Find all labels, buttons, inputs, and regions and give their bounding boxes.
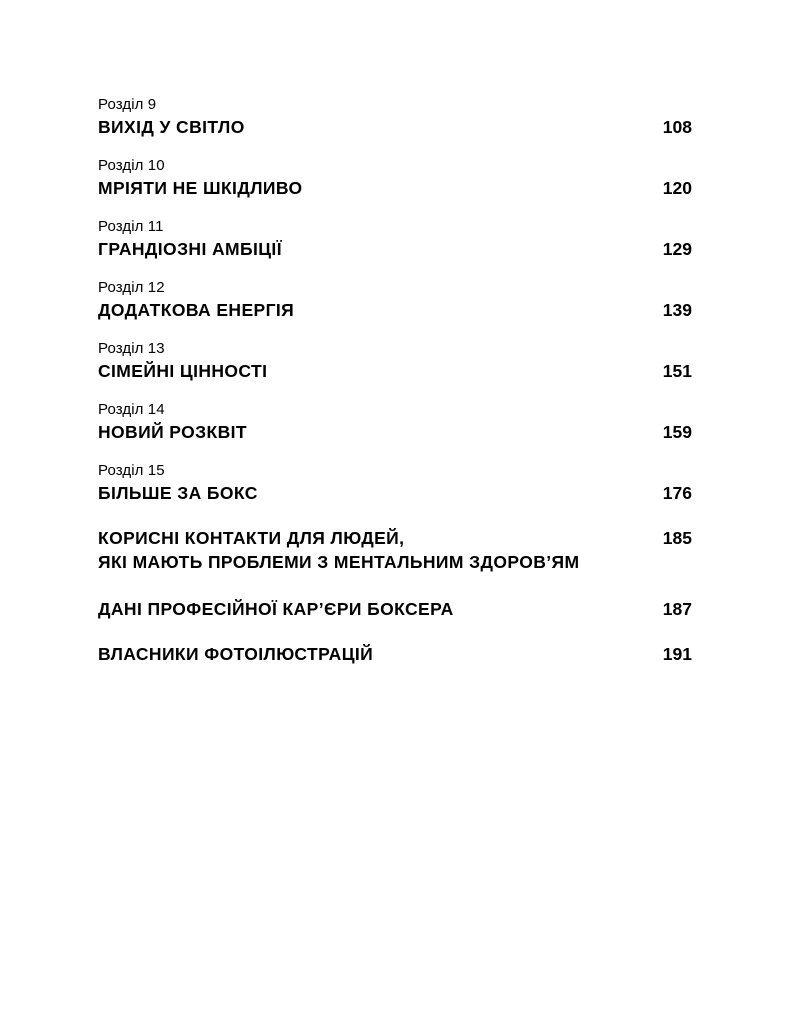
chapter-title: МРІЯТИ НЕ ШКІДЛИВО <box>98 178 303 198</box>
chapter-label: Розділ 12 <box>98 279 165 296</box>
page-number: 120 <box>662 178 692 198</box>
toc-entry-chapter-9[interactable] <box>98 96 692 157</box>
chapter-row <box>98 237 692 261</box>
page-number: 191 <box>662 644 692 664</box>
chapter-row <box>98 115 692 139</box>
toc-entry-chapter-15[interactable] <box>98 462 692 523</box>
chapter-label: Розділ 15 <box>98 462 165 479</box>
extra-row <box>98 642 692 666</box>
chapter-row <box>98 176 692 200</box>
toc-entry-career-data[interactable] <box>98 597 692 621</box>
page-number: 187 <box>662 599 692 619</box>
chapter-row <box>98 359 692 383</box>
extra-title: ВЛАСНИКИ ФОТОІЛЮСТРАЦІЙ <box>98 644 374 664</box>
extra-row <box>98 597 692 621</box>
chapter-title: ДОДАТКОВА ЕНЕРГІЯ <box>98 300 295 320</box>
page-number: 129 <box>662 239 692 259</box>
toc-entry-chapter-13[interactable] <box>98 340 692 401</box>
chapter-title: БІЛЬШЕ ЗА БОКС <box>98 483 258 503</box>
toc-entry-chapter-11[interactable] <box>98 218 692 279</box>
chapter-title: СІМЕЙНІ ЦІННОСТІ <box>98 361 268 381</box>
chapter-label: Розділ 9 <box>98 96 157 113</box>
chapter-label: Розділ 11 <box>98 218 164 235</box>
page-number: 176 <box>662 483 692 503</box>
page-number: 108 <box>662 117 692 137</box>
chapter-label: Розділ 14 <box>98 401 165 418</box>
page-number: 139 <box>662 300 692 320</box>
chapter-title: ГРАНДІОЗНІ АМБІЦІЇ <box>98 239 282 259</box>
extra-title-line-2: ЯКІ МАЮТЬ ПРОБЛЕМИ З МЕНТАЛЬНИМ ЗДОРОВ’ЯМ <box>98 552 580 572</box>
extra-title: ДАНІ ПРОФЕСІЙНОЇ КАР’ЄРИ БОКСЕРА <box>98 599 454 619</box>
toc-entry-chapter-12[interactable] <box>98 279 692 340</box>
chapter-label: Розділ 10 <box>98 157 165 174</box>
chapter-label: Розділ 13 <box>98 340 165 357</box>
page-number: 151 <box>662 361 692 381</box>
chapter-row <box>98 298 692 322</box>
extra-row <box>98 526 692 574</box>
chapter-row <box>98 481 692 505</box>
chapter-title: НОВИЙ РОЗКВІТ <box>98 422 247 442</box>
extra-title-line-1: КОРИСНІ КОНТАКТИ ДЛЯ ЛЮДЕЙ, <box>98 528 405 548</box>
page-number: 159 <box>662 422 692 442</box>
toc-entry-chapter-14[interactable] <box>98 401 692 462</box>
toc-entry-chapter-10[interactable] <box>98 157 692 218</box>
table-of-contents <box>98 96 692 664</box>
chapter-row <box>98 420 692 444</box>
toc-entry-useful-contacts[interactable] <box>98 526 692 574</box>
page-number: 185 <box>662 528 692 548</box>
toc-entry-photo-owners[interactable] <box>98 642 692 666</box>
chapter-title: ВИХІД У СВІТЛО <box>98 117 245 137</box>
extra-title <box>98 526 580 574</box>
